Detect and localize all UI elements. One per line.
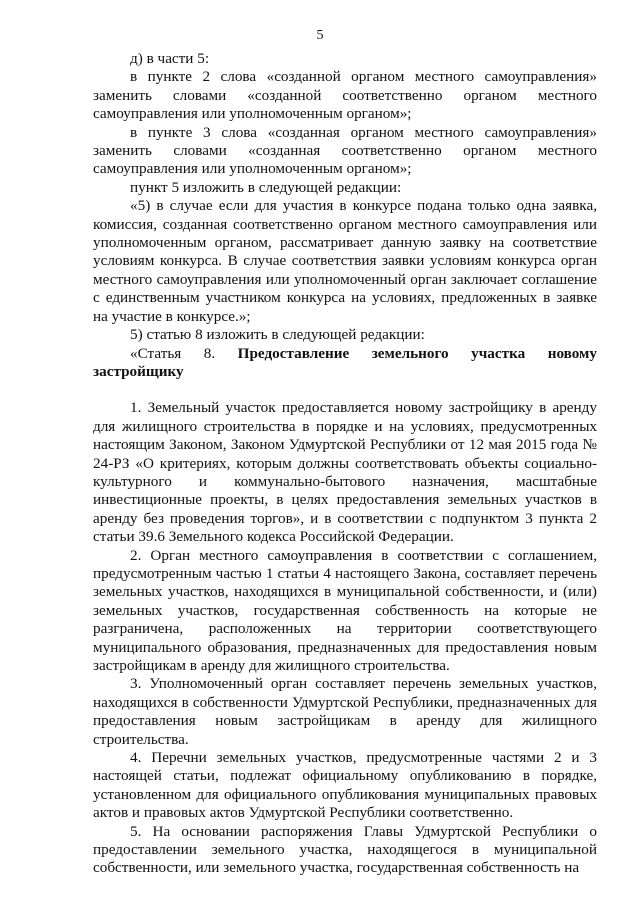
article-prefix: «Статья 8. [130,344,216,362]
paragraph: пункт 5 изложить в следующей редакции: [130,178,402,196]
paragraph: 4. Перечни земельных участков, предусмотренные частями 2 и 3 настоящей статьи, подлежат официальному опубликованию в порядке, установленном для официального опубликования муниципальных правовых актов и правовых актов Удмуртской Республики соответственно. [93,749,597,822]
document-body [93,50,597,878]
paragraph: 1. Земельный участок предоставляется новому застройщику в аренду для жилищного строительства в порядке и на условиях, предусмотренных настоящим Законом, Законом Удмуртской Республики от 12 мая 2015 года № 24-РЗ «О критериях, которым должны соответствовать объекты социально-культурного и коммунально-бытового назначения, масштабные инвестиционные проекты, в целях предоставления земельных участков в аренду без проведения торгов», и в соответствии с подпунктом 3 пункта 2 статьи 39.6 Земельного кодекса Российской Федерации. [93,399,597,546]
paragraph: в пункте 2 слова «созданной органом местного самоуправления» заменить словами «созданной соответственно органом местного самоуправления или уполномоченным органом»; [93,68,597,123]
paragraph: 5) статью 8 изложить в следующей редакции: [130,326,425,344]
article-heading [93,345,597,382]
spacer [93,381,597,399]
article-title: Предоставление земельного участка новому застройщику [93,344,597,380]
paragraph: 2. Орган местного самоуправления в соответствии с соглашением, предусмотренным частью 1 статьи 4 настоящего Закона, составляет перечень земельных участков, находящихся в муниципальной собственности, и (или) земельных участков, государственная собственность на которые не разграничена, расположенных на территории соответствующего муниципального образования, предназначенных для предоставления новым застройщикам в аренду для жилищного строительства. [93,546,597,674]
paragraph: д) в части 5: [130,50,210,67]
paragraph: 5. На основании распоряжения Главы Удмуртской Республики о предоставлении земельного участка, находящегося в муниципальной собственности, или земельного участка, государственная собственность на [93,822,597,877]
paragraph: «5) в случае если для участия в конкурсе подана только одна заявка, комиссия, созданная соответственно органом местного самоуправления или уполномоченным органом, рассматривает данную заявку на соответствие условиям конкурса. В случае соответствия заявки условиям конкурса орган местного самоуправления или уполномоченный орган заключает соглашение с единственным участником конкурса на условиях, предложенных в заявке на участие в конкурсе.»; [93,197,597,325]
paragraph: в пункте 3 слова «созданная органом местного самоуправления» заменить словами «созданная соответственно органом местного самоуправления или уполномоченным органом»; [93,123,597,178]
paragraph: 3. Уполномоченный орган составляет перечень земельных участков, находящихся в собственности Удмуртской Республики, предназначенных для предоставления новым застройщикам в аренду для жилищного строительства. [93,675,597,748]
page-number: 5 [316,28,324,43]
